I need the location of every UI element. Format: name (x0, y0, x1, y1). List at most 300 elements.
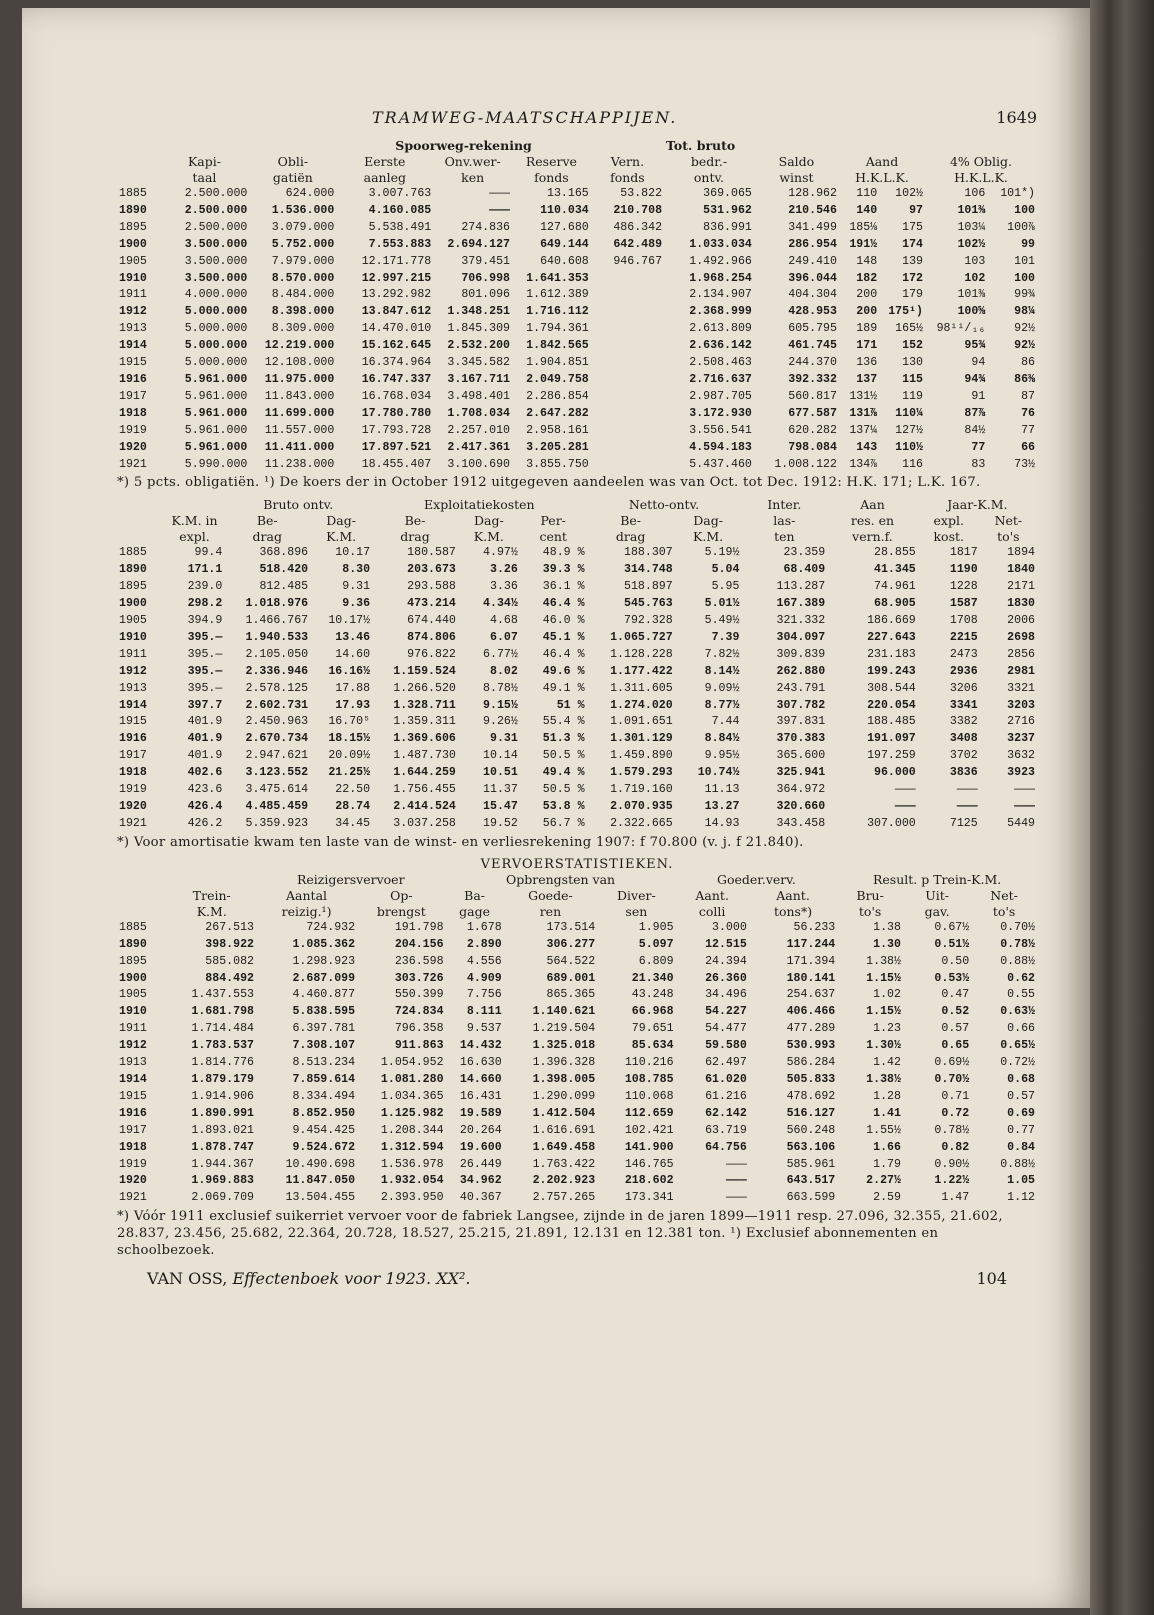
capital-table-body (117, 186, 1037, 473)
value-cell: 1.814.776 (191, 1056, 254, 1070)
table-row (117, 203, 1037, 220)
value-cell: 2006 (1007, 614, 1035, 628)
value-cell: 146.765 (624, 1157, 674, 1171)
value-cell: 1.38½ (866, 954, 901, 968)
value-cell: 3.205.281 (526, 440, 589, 454)
year-cell: 1890 (119, 937, 147, 951)
value-cell: 19.52 (483, 816, 518, 830)
value-cell: 95¾ (964, 339, 986, 353)
value-cell: 11.975.000 (264, 372, 335, 386)
column-header: gage (459, 903, 491, 919)
value-cell: 17.88 (335, 681, 371, 695)
column-header: ken (461, 170, 485, 185)
running-title: TRAMWEG-MAATSCHAPPIJEN. (372, 108, 678, 127)
header-spacer (117, 529, 165, 545)
value-cell: 203.673 (407, 563, 456, 577)
value-cell: 243.791 (776, 681, 826, 695)
value-cell: 2.368.999 (689, 305, 752, 319)
column-header: Uit- (925, 887, 949, 903)
column-header: drag (615, 529, 646, 545)
value-cell: 171.1 (187, 563, 223, 577)
column-group-header: Reizigersvervoer (296, 871, 405, 887)
value-cell: 1.644.259 (393, 766, 456, 780)
value-cell: 365.600 (776, 749, 826, 763)
value-cell: 77 (1021, 423, 1035, 437)
value-cell: 1.616.691 (532, 1123, 596, 1137)
value-cell: 6.77½ (483, 647, 518, 661)
column-header: Be- (256, 513, 278, 529)
group-label-2: Tot. bruto (666, 138, 736, 153)
table-row (117, 664, 1037, 681)
value-cell: ——— (489, 203, 511, 217)
value-cell: 477.289 (786, 1022, 836, 1036)
value-cell: 1.716.112 (526, 305, 589, 319)
value-cell: 12.515 (705, 937, 747, 951)
value-cell: 2171 (1007, 580, 1035, 594)
value-cell: 3923 (1007, 766, 1035, 780)
value-cell: 86⅜ (1014, 372, 1035, 386)
footer-volume: XX². (436, 1269, 471, 1289)
value-cell: 5.097 (638, 937, 674, 951)
value-cell: 836.991 (703, 220, 752, 234)
value-cell: 874.806 (407, 630, 456, 644)
year-cell: 1890 (119, 563, 147, 577)
value-cell: 14.660 (459, 1072, 502, 1086)
value-cell: 5.95 (711, 580, 740, 594)
value-cell: 1.12 (1007, 1191, 1035, 1205)
column-header: Diver- (617, 887, 656, 903)
value-cell: 426.4 (187, 800, 223, 813)
value-cell: 1.466.767 (245, 614, 309, 628)
value-cell: 2.27½ (866, 1174, 901, 1188)
value-cell: 87⅞ (964, 406, 986, 420)
value-cell: 9.09½ (704, 681, 740, 695)
value-cell: 11.557.000 (264, 423, 335, 437)
value-cell: 1.756.455 (393, 783, 456, 797)
value-cell: 1.008.122 (774, 457, 837, 471)
year-cell: 1915 (119, 715, 147, 729)
table-row (117, 1140, 1037, 1157)
year-cell: 1913 (119, 1056, 147, 1070)
value-cell: 12.108.000 (264, 356, 335, 370)
value-cell: 2.414.524 (393, 800, 456, 813)
table-row (117, 237, 1037, 254)
value-cell: 9.26½ (483, 715, 518, 729)
value-cell: 911.863 (394, 1039, 444, 1053)
value-cell: 103 (964, 254, 986, 268)
value-cell: 3.26 (489, 563, 518, 577)
value-cell: 16.768.034 (361, 389, 432, 403)
value-cell: 406.466 (786, 1005, 836, 1019)
value-cell: 531.962 (703, 203, 752, 217)
value-cell: 8.30 (342, 563, 371, 577)
value-cell: ——— (725, 1157, 747, 1171)
value-cell: 167.389 (776, 597, 826, 611)
value-cell: 11.37 (483, 783, 518, 797)
value-cell: 22.50 (335, 783, 371, 797)
value-cell: 1.398.005 (532, 1072, 596, 1086)
value-cell: 17.897.521 (361, 440, 432, 454)
value-cell: 56.233 (793, 920, 836, 934)
value-cell: 398.922 (205, 937, 254, 951)
year-cell: 1911 (119, 647, 147, 661)
table-row (117, 987, 1037, 1004)
value-cell: 101⅜ (957, 288, 986, 302)
value-cell: ——— (725, 1191, 747, 1205)
value-cell: 11.13 (704, 783, 740, 797)
table-row (117, 338, 1037, 355)
value-cell: 5.49½ (704, 614, 740, 628)
value-cell: 1.579.293 (610, 766, 673, 780)
year-cell: 1895 (119, 580, 147, 594)
value-cell: 97 (909, 203, 923, 217)
value-cell: 180.587 (407, 546, 456, 560)
value-cell: 7125 (949, 816, 978, 830)
value-cell: 73½ (1014, 457, 1035, 471)
value-cell: 210.708 (613, 203, 663, 217)
page-footer (117, 1269, 1037, 1297)
value-cell: 48.9 % (542, 546, 585, 560)
column-header: Dag- (693, 513, 723, 529)
value-cell: 5.961.000 (184, 406, 248, 420)
value-cell: 185⅛ (849, 220, 878, 234)
year-cell: 1911 (119, 1022, 147, 1036)
value-cell: 1228 (949, 580, 978, 594)
value-cell: 13.504.455 (285, 1191, 356, 1205)
value-cell: 3.037.258 (393, 816, 456, 830)
value-cell: 210.546 (788, 203, 837, 217)
value-cell: 643.517 (786, 1174, 836, 1188)
value-cell: 68.905 (874, 597, 916, 611)
column-header: drag (252, 529, 282, 545)
column-header: K.M. (693, 529, 724, 545)
value-cell (591, 457, 664, 474)
value-cell: 46.4 % (542, 647, 585, 661)
value-cell: 401.9 (187, 749, 223, 763)
value-cell: 401.9 (187, 732, 223, 746)
value-cell: 0.65 (941, 1039, 970, 1053)
value-cell: 796.358 (394, 1022, 444, 1036)
value-cell: 1.28 (873, 1089, 901, 1103)
value-cell: 110½ (895, 440, 923, 454)
value-cell: 8.14½ (704, 664, 740, 678)
value-cell: 9.524.672 (292, 1140, 356, 1154)
value-cell: 53.822 (620, 187, 663, 200)
value-cell: 77 (971, 440, 986, 454)
year-cell: 1919 (119, 1157, 147, 1171)
column-header: Onv.wer- (444, 154, 501, 169)
value-cell: 76 (1021, 406, 1035, 420)
value-cell (591, 321, 664, 338)
table-row (117, 937, 1037, 954)
value-cell: 26.360 (705, 971, 747, 985)
value-cell: 1.412.504 (532, 1106, 596, 1120)
value-cell: 0.47 (941, 988, 970, 1002)
value-cell: 55.4 % (542, 715, 585, 729)
value-cell: 2.532.200 (447, 339, 511, 353)
value-cell: 11.847.050 (285, 1174, 356, 1188)
value-cell: 17.93 (335, 698, 371, 712)
value-cell: 976.822 (407, 647, 456, 661)
value-cell: 321.332 (776, 614, 826, 628)
value-cell: 19.589 (459, 1106, 502, 1120)
value-cell: 99 (1021, 237, 1035, 251)
value-cell: 50.5 % (542, 749, 585, 763)
value-cell: 14.432 (459, 1039, 502, 1053)
value-cell: 2.105.050 (245, 647, 309, 661)
column-header: Per- (540, 513, 566, 529)
value-cell: 1587 (949, 597, 978, 611)
operations-table (117, 497, 1037, 832)
table-row (117, 321, 1037, 338)
year-cell: 1885 (119, 187, 147, 200)
value-cell: 101 (1014, 254, 1035, 268)
value-cell (591, 406, 664, 423)
value-cell: 8.111 (466, 1005, 502, 1019)
value-cell: 0.72½ (1000, 1056, 1035, 1070)
value-cell: 3.475.614 (245, 783, 309, 797)
value-cell: 1.905 (638, 920, 674, 934)
value-cell: 113.287 (776, 580, 826, 594)
year-cell: 1914 (119, 339, 147, 353)
value-cell: 200 (856, 305, 878, 319)
value-cell: 3.007.763 (368, 187, 432, 200)
value-cell: 16.374.964 (361, 356, 432, 370)
value-cell: 1.219.504 (532, 1022, 596, 1036)
value-cell: 108.785 (624, 1072, 674, 1086)
value-cell (591, 338, 664, 355)
value-cell: 130 (902, 356, 923, 370)
value-cell: 649.144 (540, 237, 589, 251)
value-cell: 10.14 (483, 749, 518, 763)
value-cell: 36.1 % (542, 580, 585, 594)
value-cell: 5.000.000 (184, 356, 248, 370)
year-cell: 1919 (119, 423, 147, 437)
value-cell: 10.74½ (697, 766, 740, 780)
value-cell: 51.3 % (542, 732, 585, 746)
table-row (117, 698, 1037, 715)
value-cell: 61.216 (705, 1089, 747, 1103)
value-cell: 15.162.645 (361, 339, 432, 353)
value-cell: 8.84½ (704, 732, 740, 746)
value-cell: 128.962 (788, 187, 837, 200)
value-cell: 2981 (1007, 664, 1035, 678)
table-row (117, 1190, 1037, 1207)
table-row (117, 372, 1037, 389)
value-cell: 6.07 (489, 630, 518, 644)
value-cell: 1708 (949, 614, 978, 628)
value-cell: 2.070.935 (610, 800, 673, 813)
value-cell: 2.987.705 (689, 389, 752, 403)
table-row (117, 1055, 1037, 1072)
value-cell: 9.15½ (483, 698, 518, 712)
year-cell: 1919 (119, 783, 147, 797)
value-cell: 3.500.000 (184, 254, 248, 268)
value-cell: 23.359 (783, 546, 826, 560)
value-cell: 1.311.605 (610, 681, 673, 695)
value-cell: 175¹) (888, 305, 923, 319)
value-cell: 116 (902, 457, 923, 471)
value-cell: 9.454.425 (292, 1123, 356, 1137)
value-cell: 18.455.407 (361, 457, 432, 471)
value-cell: 0.55 (1007, 988, 1035, 1002)
value-cell: 4.68 (489, 614, 518, 628)
value-cell: 1.15½ (866, 971, 901, 985)
value-cell: 461.745 (788, 339, 837, 353)
year-cell: 1920 (119, 440, 147, 454)
value-cell: 11.843.000 (264, 389, 335, 403)
value-cell: 66.968 (631, 1005, 674, 1019)
value-cell: 518.897 (624, 580, 673, 594)
year-cell: 1921 (119, 457, 147, 471)
value-cell: 134⅞ (849, 457, 878, 471)
value-cell: 2698 (1007, 630, 1035, 644)
column-header: K.M. (326, 529, 357, 545)
year-cell: 1918 (119, 1140, 147, 1154)
value-cell: 87 (1021, 389, 1035, 403)
value-cell: 2.716.637 (689, 372, 752, 386)
value-cell: 5.000.000 (184, 339, 248, 353)
value-cell: 286.954 (788, 237, 837, 251)
value-cell: 1.969.883 (191, 1174, 254, 1188)
column-header: Be- (620, 513, 642, 529)
year-cell: 1912 (119, 664, 147, 678)
year-cell: 1920 (119, 800, 147, 813)
value-cell: 530.993 (786, 1039, 836, 1053)
value-cell: 801.096 (461, 288, 511, 302)
column-header: reizig.¹) (281, 903, 332, 919)
value-cell: 92½ (1014, 322, 1035, 336)
value-cell: 10.17 (335, 546, 371, 560)
value-cell: 392.332 (788, 372, 837, 386)
value-cell: 2.59 (873, 1191, 901, 1205)
value-cell: 9.36 (342, 597, 371, 611)
value-cell: ——— (956, 800, 978, 813)
value-cell: 369.065 (703, 187, 752, 200)
value-cell: 12.171.778 (361, 254, 432, 268)
table-row (117, 816, 1037, 833)
value-cell: 13.292.982 (361, 288, 432, 302)
value-cell: 21.25½ (328, 766, 371, 780)
value-cell: 100 (1014, 271, 1035, 285)
table-row (117, 647, 1037, 664)
value-cell: 1.714.484 (191, 1022, 254, 1036)
value-cell: 16.70⁵ (328, 715, 371, 729)
value-cell: 139 (902, 254, 923, 268)
value-cell: 24.394 (705, 954, 747, 968)
value-cell: 14.60 (335, 647, 371, 661)
value-cell: 1.23 (873, 1022, 901, 1036)
table-row (117, 271, 1037, 288)
value-cell: 4.594.183 (689, 440, 752, 454)
value-cell: 1.641.353 (526, 271, 589, 285)
value-cell: 3632 (1007, 749, 1035, 763)
value-cell: 3836 (949, 766, 978, 780)
value-cell: 13.27 (704, 800, 740, 813)
value-cell: 0.69½ (934, 1056, 970, 1070)
value-cell: 689.001 (546, 971, 596, 985)
year-cell: 1900 (119, 237, 147, 251)
table-row (117, 1021, 1037, 1038)
column-header: H.K.L.K. (954, 170, 1008, 185)
value-cell: 0.77 (1007, 1123, 1035, 1137)
value-cell: 1.065.727 (610, 630, 673, 644)
table-row (117, 731, 1037, 748)
value-cell: 394.9 (187, 614, 223, 628)
header-spacer (117, 154, 160, 170)
value-cell: 0.90½ (934, 1157, 970, 1171)
value-cell: 5.437.460 (689, 457, 752, 471)
value-cell: 2.049.758 (526, 372, 589, 386)
value-cell: 724.932 (306, 920, 356, 934)
footnote-3: *) Vóór 1911 exclusief suikerriet vervoer voor de fabriek Langsee, zijnde in de jaren 1899—1911 resp. 27.096, 32.355, 21.602, 28.837, 23.456, 25.682, 22.364, 20.728, 18.527, 25.215, 21.891, 12.131 en 12.381 ton. ¹) Exclusief abonnementen en schoolbezoek. (117, 1209, 1003, 1259)
value-cell: 49.6 % (542, 664, 585, 678)
value-cell: 0.88½ (1000, 1157, 1035, 1171)
value-cell: 11.699.000 (264, 406, 335, 420)
value-cell: 13.46 (335, 630, 371, 644)
footer-author: VAN OSS, (147, 1269, 228, 1289)
value-cell: 341.499 (788, 220, 837, 234)
value-cell: 7.756 (466, 988, 502, 1002)
column-header: H.K.L.K. (855, 170, 909, 185)
value-cell: 2.636.142 (689, 339, 752, 353)
value-cell: 85.634 (631, 1039, 674, 1053)
table-row (117, 681, 1037, 698)
value-cell: 2.958.161 (526, 423, 589, 437)
value-cell: 395.— (187, 681, 223, 695)
value-cell: 28.74 (335, 800, 371, 813)
column-header: cent (539, 529, 567, 545)
value-cell: 100⅞ (1007, 220, 1035, 234)
value-cell: 368.896 (259, 546, 309, 560)
year-cell: 1895 (119, 954, 147, 968)
value-cell: 94¾ (964, 372, 986, 386)
capital-table (117, 138, 1037, 473)
table-row (117, 1072, 1037, 1089)
column-header: fonds (534, 170, 569, 185)
header-spacer (117, 888, 168, 904)
table-row (117, 579, 1037, 596)
value-cell: 0.62 (1007, 971, 1035, 985)
value-cell: 1.55½ (866, 1123, 901, 1137)
value-cell: 0.53½ (934, 971, 970, 985)
value-cell: 83 (971, 457, 986, 471)
value-cell: ——— (1014, 783, 1035, 797)
footer-book: Effectenboek voor 1923. (232, 1269, 432, 1289)
value-cell: 7.979.000 (271, 254, 335, 268)
column-header: Be- (404, 513, 426, 529)
year-cell: 1911 (119, 288, 147, 302)
value-cell: 1.890.991 (191, 1106, 254, 1120)
value-cell: 137 (856, 372, 878, 386)
value-cell: 1.879.179 (191, 1072, 254, 1086)
value-cell: 7.553.883 (368, 237, 432, 251)
year-cell: 1910 (119, 271, 147, 285)
value-cell: 624.000 (285, 187, 335, 200)
value-cell: 1.612.389 (526, 288, 589, 302)
value-cell: 5.000.000 (184, 322, 248, 336)
value-cell: 8.570.000 (271, 271, 335, 285)
value-cell: 7.82½ (704, 647, 740, 661)
value-cell: 1.536.978 (380, 1157, 444, 1171)
value-cell: 98¼ (1014, 305, 1035, 319)
value-cell: ——— (1014, 800, 1035, 813)
year-cell: 1912 (119, 1039, 147, 1053)
year-cell: 1913 (119, 681, 147, 695)
column-header: drag (400, 529, 430, 545)
value-cell: 1.459.890 (610, 749, 673, 763)
value-cell: 11.238.000 (264, 457, 335, 471)
